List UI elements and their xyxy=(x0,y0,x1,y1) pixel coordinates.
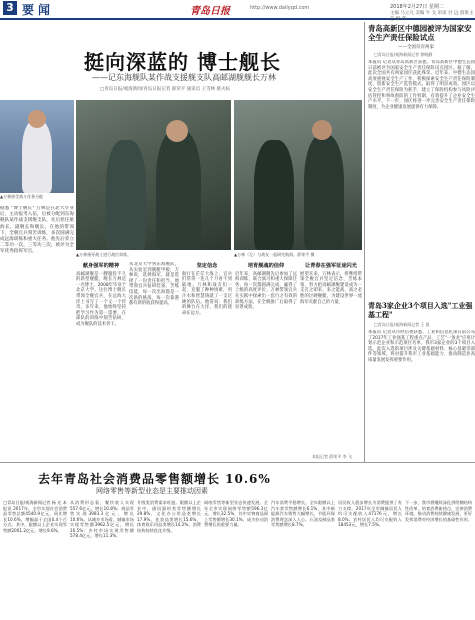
main-headline[interactable]: 挺向深蓝的 博士舰长 xyxy=(84,50,281,74)
right-byline-2: □青岛日报/观海新闻记者 王 凯 xyxy=(374,322,430,327)
right-headline-2[interactable]: 青岛3家企业3个项目入选"工业强基工程" xyxy=(368,301,473,319)
photo-officer-portrait xyxy=(0,100,74,193)
body-text-5: 展望未来，万林表示，将继续带领全舰官兵坚定信念、苦练本领，努力把高邮湖舰建设成为一支召之即来、来之能战、战之必胜的过硬舰艇，为建设世界一流海军贡献自己的力量。 xyxy=(300,271,362,305)
issue-date: 2018年2月27日 星期二 xyxy=(390,4,444,10)
bottom-body-3: 升级类消费需求旺盛。限额以上企业中，通讯器材类零售额增长29.8%，文化办公用品类增长17.9%，化妆品类增长15.6%，体育娱乐用品类增长14.2%，消费结构持续优化升级。 xyxy=(137,500,201,533)
right-body-2: 本报讯 记者从市经信委获悉，工业和信息化部日前公布了2017年工业强基工程重点产品、工艺"一条龙"应用计划示范企业和示范项目名单，我市3家企业的3个项目入选。此次入选的项目涉及关键基础材料、核心基础零部件等领域，将对提升我市工业基础能力、推动制造业高质量发展发挥重要作用。 xyxy=(368,330,475,363)
main-subheadline: ——记东海舰队某作战支援舰支队高邮湖舰舰长万林 xyxy=(92,73,276,82)
bottom-body-7: 下一步，我市将继续深化供给侧结构性改革，培育消费新热点，完善消费环境，推动消费持续健康发展，更好发挥消费对经济增长的基础性作用。 xyxy=(405,500,472,522)
photo-caption-navigation: ▲万林（左）与战友一起研究航海。薛荣平 摄 xyxy=(234,252,315,257)
subhead-2: 坚定信念 xyxy=(196,263,218,269)
main-story xyxy=(0,22,362,477)
body-column-1 xyxy=(76,262,126,474)
column-divider xyxy=(364,22,365,462)
photo-caption-training: ▲万林指导战士进行战位训练。 xyxy=(76,252,132,257)
main-byline: □青岛日报/观海新闻/青岛日报记者 薛荣平 通讯员 王雪林 蔡夫标 xyxy=(100,87,231,92)
body-column-4 xyxy=(235,262,297,474)
right-subheadline-1: ——全国仅有两家 xyxy=(398,45,434,50)
bottom-body-5: 汽车消费平稳增长。全年限额以上汽车类零售额增长6.1%，其中新能源汽车销售大幅增长，节能环保消费理念深入人心。石油及制品类零售额增长8.7%。 xyxy=(271,500,335,527)
body-column-5 xyxy=(300,262,362,474)
section-title: 要闻 xyxy=(22,3,55,17)
right-headline-1[interactable]: 青岛高新区中德园被评为国家安全生产责任保险试点 xyxy=(368,24,472,42)
bottom-headline[interactable]: 去年青岛社会消费品零售额增长 10.6% xyxy=(38,472,271,486)
subhead-1: 献身强军的精神 xyxy=(82,263,120,269)
photo-navigation xyxy=(234,100,362,250)
body-text-3: 航行在茫茫大海上，官兵们常常一连几个月看不到陆地。万林和战友们一起，克服了种种困难，用汗水和智慧铸就了一支过硬的队伍。他常说：我们的舞台在大洋，我们的使命在远方。 xyxy=(182,271,232,316)
main-lead-paragraph: 据悉 "博士舰长" 万林是在北大毕业后，主动报考入伍，后被分配到东海舰队某作战支援舰支队，先后担任航海长、副舰长和舰长。在他的带领下，全舰官兵刻苦训练，多次圆满完成远海训练和重大任务。他先后荣立二等功一次、三等功三次，被评为全军优秀指挥军官。 xyxy=(0,206,74,255)
subhead-4: 让青春在强军征途闪光 xyxy=(305,263,357,269)
main-reporter: 本报记者 薛荣平 李 飞 xyxy=(312,454,352,459)
bottom-body-2: 从消费形态看，餐饮收入实现557.6亿元，增长10.8%；商品零售实现3983.3亿元，增长10.6%。从城乡市场看，城镇市场实现零售额3962.5亿元，增长10.5%；乡村市场实现零售额578.4亿元，增长11.3%。 xyxy=(70,500,134,538)
bottom-body-6: 居民收入稳步增长为消费提供了有力支撑。2017年全市城镇居民人均可支配收入47176元，增长8.0%；农村居民人均可支配收入18453元，增长7.5%。 xyxy=(338,500,402,527)
right-body-1: 本报讯 记者从青岛高新区获悉，青岛高新区中德生态园日前被评为国家安全生产责任保险试点园区。据了解，此次全国共有两家园区获此殊荣。近年来，中德生态园高度重视安全生产工作，积极探索安全生产责任保险制度，创新安全生产监管模式，取得了明显成效。园区以安全生产责任保险为抓手，建立了保险机构参与风险评估管控和事故预防的工作机制，有效提升了企业安全生产水平。下一步，园区将进一步完善安全生产责任保险制度，为企业健康发展提供有力保障。 xyxy=(368,60,475,110)
page-number: 3 xyxy=(3,1,17,15)
body-text-1: 高邮湖舰是一艘服役不久的新型舰艇，舰长万林是一名博士，2008年毕业于北京大学。这位博士舰长带领全舰官兵，在远海大洋上书写了一个又一个传奇。多年来，他始终坚持把学习作为第一需要，在部队的训练中刻苦钻研，成为舰队的技术骨干。 xyxy=(76,271,126,327)
bottom-body-4: 网络零售等新型业态快速发展。全年全市实现网络零售额596.3亿元，增长32.5%，其中实物商品网上零售额增长30.1%，成为拉动消费增长的重要力量。 xyxy=(204,500,268,527)
section-divider xyxy=(0,462,475,463)
body-text-2: 从北京大学到东海舰队，从实验室到舰艇甲板，万林说，选择海军，就是选择了一份责任和担当。他带领官兵钻研装备、苦练技能，每一次出海都是一次新的挑战，每一次靠港都有新的收获和提高。 xyxy=(129,262,179,307)
masthead xyxy=(0,0,475,20)
right-column xyxy=(368,22,475,462)
body-text-4: 近年来，高邮湖舰先后参加了远海训练、联合演习和重大保障任务，每一次都圆满完成，赢得了上级的高度评价。万林带领官兵在实践中探索出一套行之有效的训练方法，在全舰推广后取得了显著成效。 xyxy=(235,271,297,311)
editors-line: 主编 马立凡 美编 牛 戈 审读 付 远 值班主任 顾 伟 xyxy=(390,11,474,22)
bottom-subheadline: 网络零售等新型业态是主要推动因素 xyxy=(96,487,208,495)
site-url[interactable]: http://www.dailyqd.com xyxy=(250,5,310,11)
subhead-3: 培育舰魂的信仰 xyxy=(247,263,285,269)
newspaper-logo: 青岛日报 xyxy=(190,6,230,17)
bottom-body-1: □青岛日报/观海新闻记者 杨 光 本报讯 2017年，全市实现社会消费品零售总额4540.9亿元，同比增长10.6%，增幅高于全国0.4个百分点。其中，限额以上企业实现零售额2001.2亿元，增长9.6%。 xyxy=(3,500,67,533)
body-column-2 xyxy=(129,262,179,474)
body-column-3 xyxy=(182,262,232,474)
right-byline-1: □青岛日报/观海新闻记者 徐晓静 xyxy=(374,52,433,57)
photo-training xyxy=(76,100,231,250)
photo-caption-portrait: ▲万林接受战斗任务分配 xyxy=(0,194,44,199)
